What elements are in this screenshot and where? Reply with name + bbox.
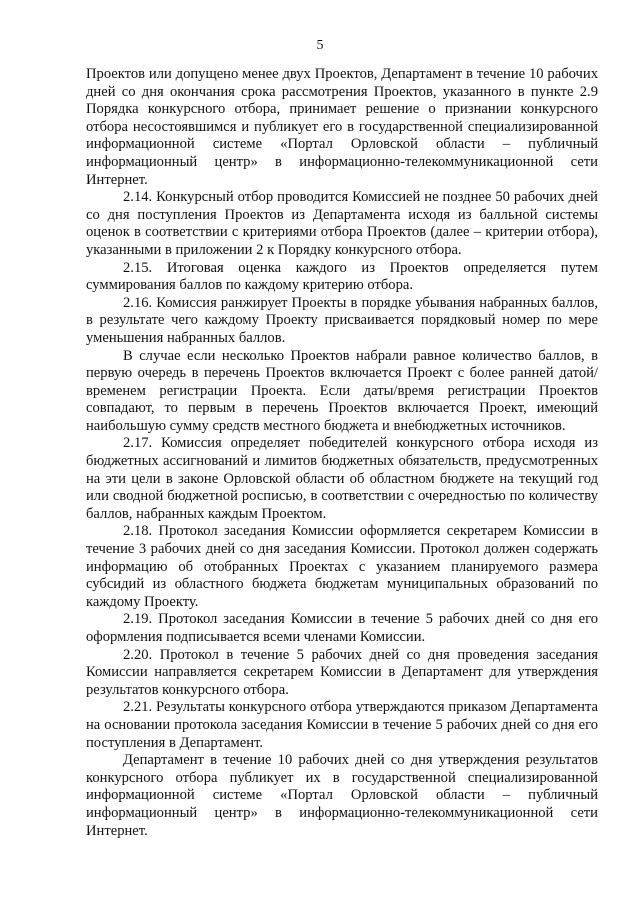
paragraph-2-18: 2.18. Протокол заседания Комиссии оформляется секретарем Комиссии в течение 3 рабочих дней со дня заседания Комиссии. Протокол должен содержать информацию об отобранных Проектах с указанием планируемого размера субсидий из областного бюджета бюджетам муниципальных образований по каждому Проекту.: [86, 523, 598, 610]
paragraph-2-15: 2.15. Итоговая оценка каждого из Проектов определяется путем суммирования баллов по каждому критерию отбора.: [86, 259, 598, 294]
paragraph-2-21: 2.21. Результаты конкурсного отбора утверждаются приказом Департамента на основании протокола заседания Комиссии в течение 5 рабочих дней со дня его поступления в Департамент.: [86, 699, 598, 751]
paragraph-2-20: 2.20. Протокол в течение 5 рабочих дней со дня проведения заседания Комиссии направляется секретарем Комиссии в Департамент для утверждения результатов конкурсного отбора.: [86, 646, 598, 698]
document-body: [86, 66, 598, 840]
paragraph-2-16: 2.16. Комиссия ранжирует Проекты в порядке убывания набранных баллов, в результате чего каждому Проекту присваивается порядковый номер по мере уменьшения набранных баллов.: [86, 294, 598, 346]
paragraph-2-19: 2.19. Протокол заседания Комиссии в течение 5 рабочих дней со дня его оформления подписывается всеми членами Комиссии.: [86, 611, 598, 645]
page-number: 5: [316, 38, 324, 53]
paragraph-2-21-publication: Департамент в течение 10 рабочих дней со дня утверждения результатов конкурсного отбора публикует их в государственной специализированной информационной системе «Портал Орловской области – публичный информационный центр» в информационно-телекоммуникационной сети Интернет.: [86, 752, 598, 839]
paragraph-continuation: Проектов или допущено менее двух Проектов, Департамент в течение 10 рабочих дней со дня окончания срока рассмотрения Проектов, указанного в пункте 2.9 Порядка конкурсного отбора, принимает решение о признании конкурсного отбора несостоявшимся и публикует его в государственной специализированной информационной системе «Портал Орловской области – публичный информационный центр» в информационно-телекоммуникационной сети Интернет.: [86, 66, 598, 188]
paragraph-2-14: 2.14. Конкурсный отбор проводится Комиссией не позднее 50 рабочих дней со дня поступления Проектов из Департамента исходя из балльной системы оценок в соответствии с критериями отбора Проектов (далее – критерии отбора), указанными в приложении 2 к Порядку конкурсного отбора.: [86, 189, 598, 258]
paragraph-2-16-tie-rule: В случае если несколько Проектов набрали равное количество баллов, в первую очередь в перечень Проектов включается Проект с более ранней датой/временем регистрации Проекта. Если даты/время регистрации Проектов совпадают, то первым в перечень Проектов включается Проект, имеющий наибольшую сумму средств местного бюджета и внебюджетных источников.: [86, 347, 598, 434]
paragraph-2-17: 2.17. Комиссия определяет победителей конкурсного отбора исходя из бюджетных ассигнований и лимитов бюджетных обязательств, предусмотренных на эти цели в законе Орловской области об областном бюджете на текущий год или сводной бюджетной росписью, в соответствии с очередностью по количеству баллов, набранных каждым Проектом.: [86, 435, 598, 522]
